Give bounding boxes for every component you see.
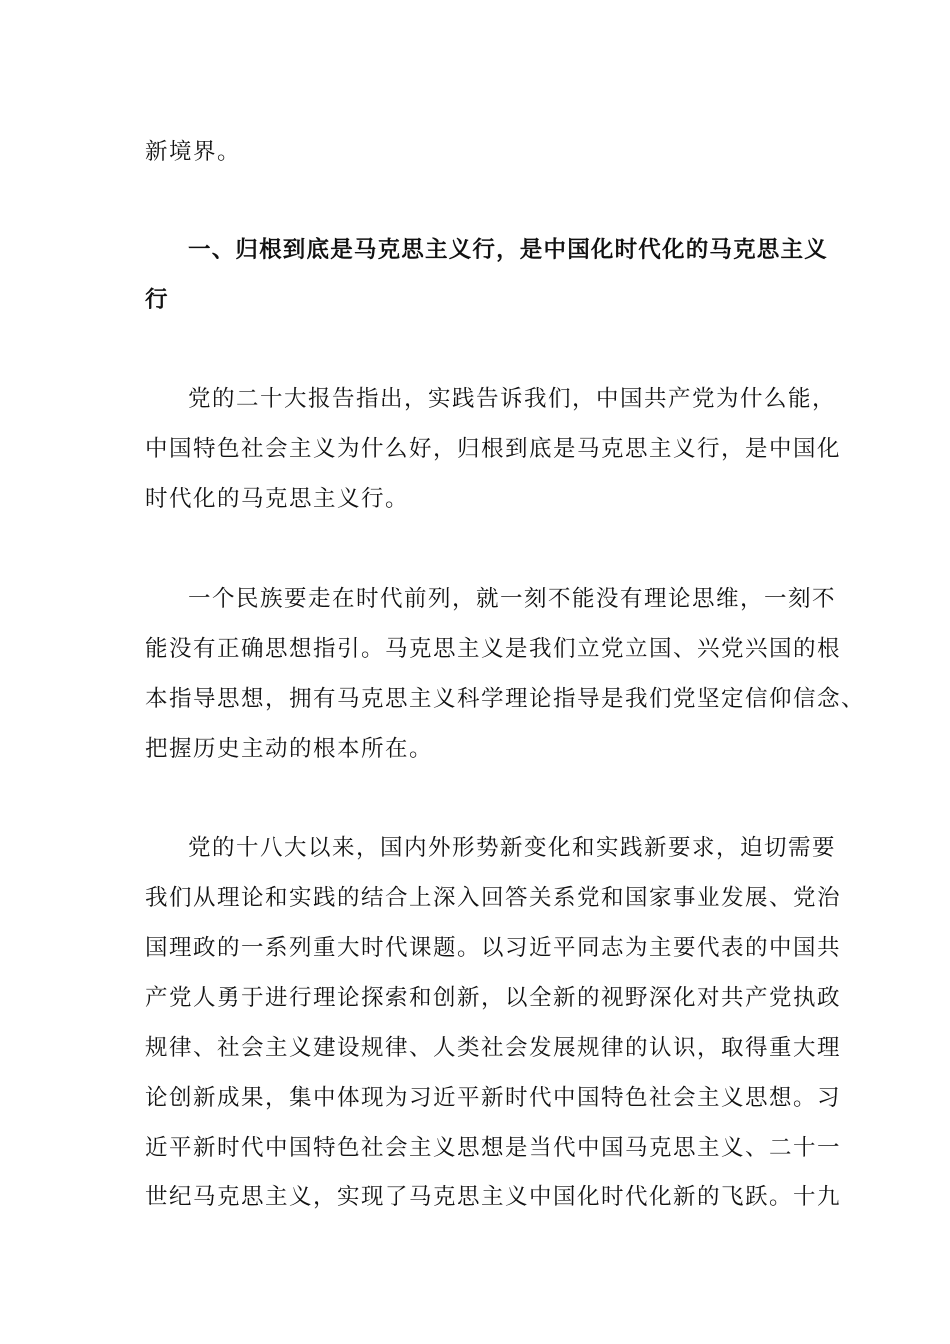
paragraph-2-line-2: 能没有正确思想指引。马克思主义是我们立党立国、兴党兴国的根 [145,636,842,662]
paragraph-2-line-1: 一个民族要走在时代前列，就一刻不能没有理论思维，一刻不 [188,586,837,612]
paragraph-3-line-5: 规律、社会主义建设规律、人类社会发展规律的认识，取得重大理 [145,1035,842,1061]
paragraph-1-line-2: 中国特色社会主义为什么好，归根到底是马克思主义行，是中国化 [145,436,842,462]
paragraph-2-line-4: 把握历史主动的根本所在。 [145,736,434,762]
paragraph-3-line-7: 近平新时代中国特色社会主义思想是当代中国马克思主义、二十一 [145,1135,842,1161]
paragraph-3-line-8: 世纪马克思主义，实现了马克思主义中国化时代化新的飞跃。十九 [145,1184,842,1210]
section-heading-line-2: 行 [145,287,169,313]
section-heading-line-1: 一、归根到底是马克思主义行，是中国化时代化的马克思主义 [188,237,828,263]
paragraph-3-line-4: 产党人勇于进行理论探索和创新，以全新的视野深化对共产党执政 [145,985,842,1011]
paragraph-2-line-3: 本指导思想，拥有马克思主义科学理论指导是我们党坚定信仰信念、 [145,686,866,712]
paragraph-3-line-3: 国理政的一系列重大时代课题。以习近平同志为主要代表的中国共 [145,935,842,961]
paragraph-3-line-2: 我们从理论和实践的结合上深入回答关系党和国家事业发展、党治 [145,885,842,911]
paragraph-1-line-1: 党的二十大报告指出，实践告诉我们，中国共产党为什么能， [188,386,837,412]
paragraph-3-line-6: 论创新成果，集中体现为习近平新时代中国特色社会主义思想。习 [145,1085,842,1111]
continuation-text: 新境界。 [145,139,242,165]
paragraph-1-line-3: 时代化的马克思主义行。 [145,486,410,512]
paragraph-3-line-1: 党的十八大以来，国内外形势新变化和实践新要求，迫切需要 [188,835,837,861]
